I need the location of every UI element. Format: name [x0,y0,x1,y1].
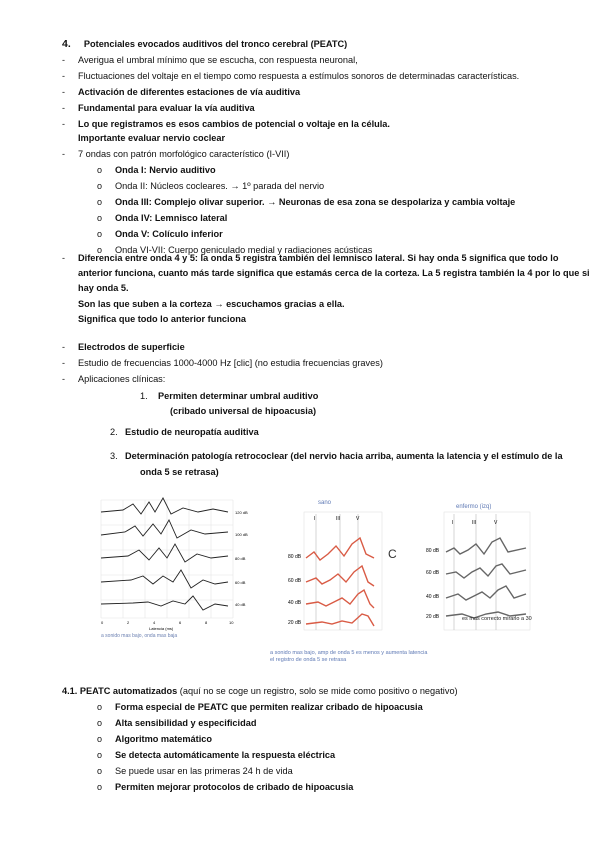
circle-bullet-icon: o [97,213,103,223]
bullet-item: Activación de diferentes estaciones de vía auditiva [78,87,301,97]
circle-bullet-icon: o [97,181,103,191]
level-label: 80 dB [235,556,246,561]
dash-icon: - [62,71,65,81]
wave-label: III [336,516,341,522]
bullet-item: Fundamental para evaluar la vía auditiva [78,103,255,113]
level-label: 20 dB [288,620,302,626]
level-label: 100 dB [235,532,248,537]
dash-icon: - [62,374,65,384]
app-item-line: Estudio de neuropatía auditiva [125,427,259,437]
peatc-item: Forma especial de PEATC que permiten realizar cribado de hipoacusia [115,702,423,712]
onda-item: Onda II: Núcleos cocleares. → 1º parada del nervio [115,181,325,191]
figure-caption: el registro de onda 5 se retrasa [270,657,347,662]
x-tick: 0 [101,620,104,625]
circle-bullet-icon: o [97,750,103,760]
diferencia-line: hay onda 5. [78,283,129,293]
circle-bullet-icon: o [97,165,103,175]
level-label: 120 dB [235,510,248,515]
app-item-line: Determinación patología retrococlear (del nervio hacia arriba, aumenta la latencia y el estímulo de la [125,451,563,461]
enfermo-label: enfermo (izq) [456,504,492,510]
circle-bullet-icon: o [97,766,103,776]
onda-item: Onda I: Nervio auditivo [115,165,216,175]
bullet-continuation: Importante evaluar nervio coclear [78,133,226,143]
app-item-line: onda 5 se retrasa) [140,467,219,477]
x-tick: 2 [127,620,130,625]
app-number: 1. [140,391,148,401]
dash-icon: - [62,55,65,65]
wave-label: III [472,520,477,526]
circle-bullet-icon: o [97,782,103,792]
abr-trace [101,498,228,514]
level-label: 40 dB [426,594,440,600]
wave-label: I [314,516,316,522]
level-label: 40 dB [288,600,302,606]
panel-c-label: C [388,547,397,561]
onda-item: Onda III: Complejo olivar superior. → Neuronas de esa zona se despolariza y cambia voltaje [115,197,516,207]
abr-trace [101,520,228,538]
ondas-intro: 7 ondas con patrón morfológico característico (I-VII) [78,149,290,159]
peatc-item: Alta sensibilidad y especificidad [115,718,257,728]
abr-trace [101,596,228,610]
electrodos-item: Electrodos de superficie [78,342,185,352]
abr-trace [101,544,228,562]
figure-note: es mas correcto mirarlo a 30 [462,616,532,622]
x-tick: 10 [229,620,234,625]
wave-label: V [494,520,498,526]
circle-bullet-icon: o [97,197,103,207]
peatc-item: Se puede usar en las primeras 24 h de vida [115,766,293,776]
diferencia-line: Significa que todo lo anterior funciona [78,314,246,324]
app-item-line: Permiten determinar umbral auditivo [158,391,319,401]
dash-icon: - [62,358,65,368]
aplicaciones-item: Aplicaciones clínicas: [78,374,166,384]
x-tick: 6 [179,620,182,625]
x-tick: 4 [153,620,156,625]
abr-trace [101,570,228,588]
level-label: 60 dB [288,578,302,584]
figure-caption: a sonido mas bajo, amp de onda 5 es menos y aumenta latencia [270,650,428,656]
circle-bullet-icon: o [97,718,103,728]
subsection-title: PEATC automatizados [79,686,178,696]
dash-icon: - [62,253,65,263]
diferencia-line: Diferencia entre onda 4 y 5: la onda 5 registra también del lemnisco lateral. Si hay onda 5 significa que todo lo [78,253,559,263]
wave-label: I [452,520,454,526]
wave-label: V [356,516,360,522]
subsection-heading [62,685,458,697]
peatc-item: Permiten mejorar protocolos de cribado de hipoacusia [115,782,354,792]
circle-bullet-icon: o [97,229,103,239]
x-axis-label: Latencia (ms) [149,626,174,631]
circle-bullet-icon: o [97,702,103,712]
bullet-item: Lo que registramos es esos cambios de potencial o voltaje en la célula. [78,119,390,129]
estudio-text: Estudio de frecuencias 1000-4000 Hz [clic] (no estudia frecuencias graves) [78,358,383,368]
peatc-item: Se detecta automáticamente la respuesta eléctrica [115,750,336,760]
level-label: 80 dB [426,548,440,554]
level-label: 60 dB [426,570,440,576]
circle-bullet-icon: o [97,245,103,255]
dash-icon: - [62,119,65,129]
bullet-item: Fluctuaciones del voltaje en el tiempo como respuesta a estímulos sonoros de determinadas características. [78,71,520,81]
onda-item: Onda VI-VII: Cuerpo geniculado medial y radiaciones acústicas [115,245,373,255]
diferencia-line: Son las que suben a la corteza → escuchamos gracias a ella. [78,299,345,309]
level-label: 80 dB [288,554,302,560]
bullet-item: Averigua el umbral mínimo que se escucha, con respuesta neuronal, [78,55,358,65]
dash-icon: - [62,149,65,159]
app-number: 3. [110,451,118,461]
onda-item: Onda IV: Lemnisco lateral [115,213,228,223]
app-number: 2. [110,427,118,437]
level-label: 60 dB [235,580,246,585]
section-title: Potenciales evocados auditivos del tronco cerebral (PEATC) [83,39,348,49]
subsection-number: 4.1. [62,686,78,696]
level-label: 20 dB [426,614,440,620]
x-tick: 8 [205,620,208,625]
level-label: 40 dB [235,602,246,607]
abr-figure-left [93,490,253,640]
onda-item: Onda V: Colículo inferior [115,229,223,239]
section-heading [62,38,347,50]
dash-icon: - [62,103,65,113]
dash-icon: - [62,342,65,352]
section-number: 4. [62,38,71,50]
dash-icon: - [62,87,65,97]
estudio-item [78,357,383,369]
sano-label: sano [318,500,332,506]
subsection-note: (aquí no se coge un registro, solo se mide como positivo o negativo) [179,686,458,696]
figure-caption: a sonido mas bajo, onda mas baja [101,633,178,639]
diferencia-line: anterior funciona, cuanto más tarde significa que estamás cerca de la corteza. La 5 registra también la 4 por lo que si [78,268,590,278]
peatc-item: Algoritmo matemático [115,734,212,744]
app-item-line: (cribado universal de hipoacusia) [170,406,317,416]
circle-bullet-icon: o [97,734,103,744]
abr-figure-right [270,494,552,662]
